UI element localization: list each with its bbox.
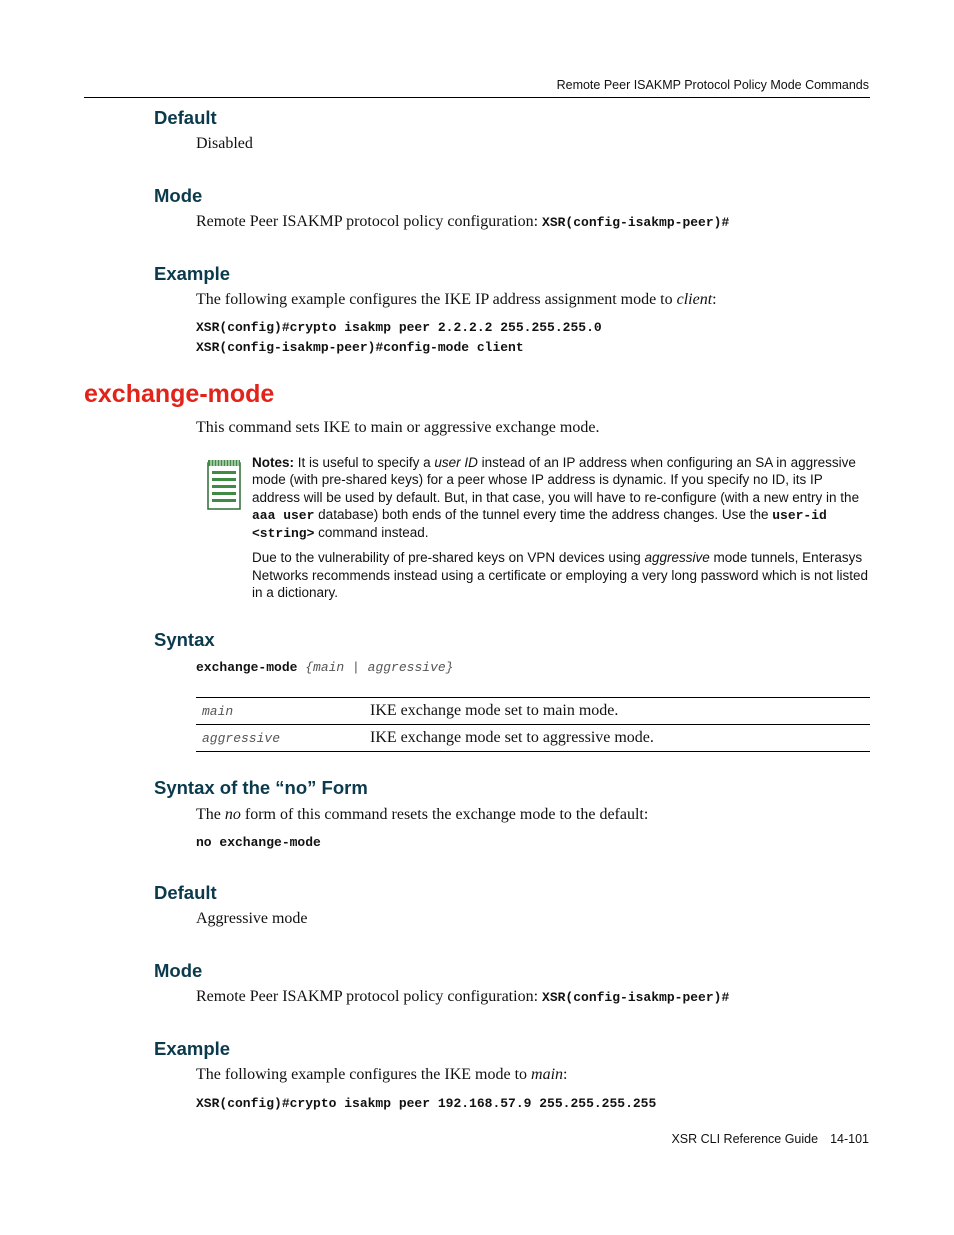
mode-heading: Mode (154, 185, 203, 206)
inline-code: user-id <string> (252, 507, 827, 542)
param-name: main (196, 698, 364, 725)
default-heading: Default (154, 107, 217, 128)
param-description: IKE exchange mode set to aggressive mode. (364, 725, 870, 752)
param-description: IKE exchange mode set to main mode. (364, 698, 870, 725)
mode-description (196, 213, 729, 231)
example-text: The following example configures the IKE IP address assignment mode to (196, 291, 677, 308)
syntax-heading: Syntax (154, 629, 215, 650)
syntax-line: exchange-mode {main | aggressive} (196, 660, 454, 675)
page-number: 14-101 (830, 1132, 869, 1146)
mode-text: Remote Peer ISAKMP protocol policy configuration: (196, 213, 543, 230)
table-row (196, 698, 870, 725)
table-row (196, 725, 870, 752)
default-value: Disabled (196, 135, 253, 152)
param-name: aggressive (196, 725, 364, 752)
example-code: XSR(config)#crypto isakmp peer 192.168.57.9 255.255.255.255 (196, 1096, 657, 1111)
note-label: Notes: (252, 455, 295, 470)
header-rule (84, 97, 870, 98)
syntax-command: exchange-mode (196, 660, 298, 675)
note-block (252, 454, 870, 601)
notepad-icon (206, 459, 242, 511)
note-paragraph: Due to the vulnerability of pre-shared keys on VPN devices using aggressive mode tunnels, Enterasys Networks recommends instead using a certificate or employing a very long password which is not listed in a dictionary. (252, 550, 869, 601)
parameter-table (196, 697, 870, 752)
default-value: Aggressive mode (196, 910, 308, 927)
code-line: XSR(config)#crypto isakmp peer 2.2.2.2 255.255.255.0 (196, 320, 602, 335)
mode-prompt: XSR(config-isakmp-peer)# (542, 215, 730, 230)
mode-heading: Mode (154, 960, 203, 981)
mode-description: Remote Peer ISAKMP protocol policy configuration: XSR(config-isakmp-peer)# (196, 988, 730, 1005)
command-description: This command sets IKE to main or aggressive exchange mode. (196, 419, 600, 436)
code-line: XSR(config-isakmp-peer)#config-mode client (196, 340, 524, 355)
syntax-option: aggressive (367, 660, 446, 675)
example-emphasis: client (676, 291, 713, 308)
note-paragraph: Notes: It is useful to specify a user ID instead of an IP address when configuring an SA in aggressive mode (with pre-shared keys) for a peer whose IP address is dynamic. If you specify no ID, its IP address will be used by default. But, in that case, you will have to re-configure (with a new entry in the aaa user database) both ends of the tunnel every time the address changes. Use the user-id <string> command instead. (252, 455, 860, 542)
footer (671, 1132, 869, 1146)
no-form-code: no exchange-mode (196, 835, 321, 850)
no-form-description: The no form of this command resets the exchange mode to the default: (196, 806, 649, 823)
mode-prompt: XSR(config-isakmp-peer)# (542, 990, 730, 1005)
running-header: Remote Peer ISAKMP Protocol Policy Mode Commands (556, 78, 869, 92)
example-description (196, 291, 717, 309)
no-form-heading: Syntax of the “no” Form (154, 777, 368, 798)
syntax-option: main (313, 660, 345, 675)
example-heading: Example (154, 263, 231, 284)
command-title: exchange-mode (84, 380, 275, 408)
example-colon: : (712, 291, 717, 308)
footer-guide-title: XSR CLI Reference Guide (671, 1132, 819, 1146)
example-heading: Example (154, 1038, 231, 1059)
default-heading: Default (154, 882, 217, 903)
example-description: The following example configures the IKE mode to main: (196, 1066, 568, 1083)
inline-code: aaa user (252, 507, 315, 523)
